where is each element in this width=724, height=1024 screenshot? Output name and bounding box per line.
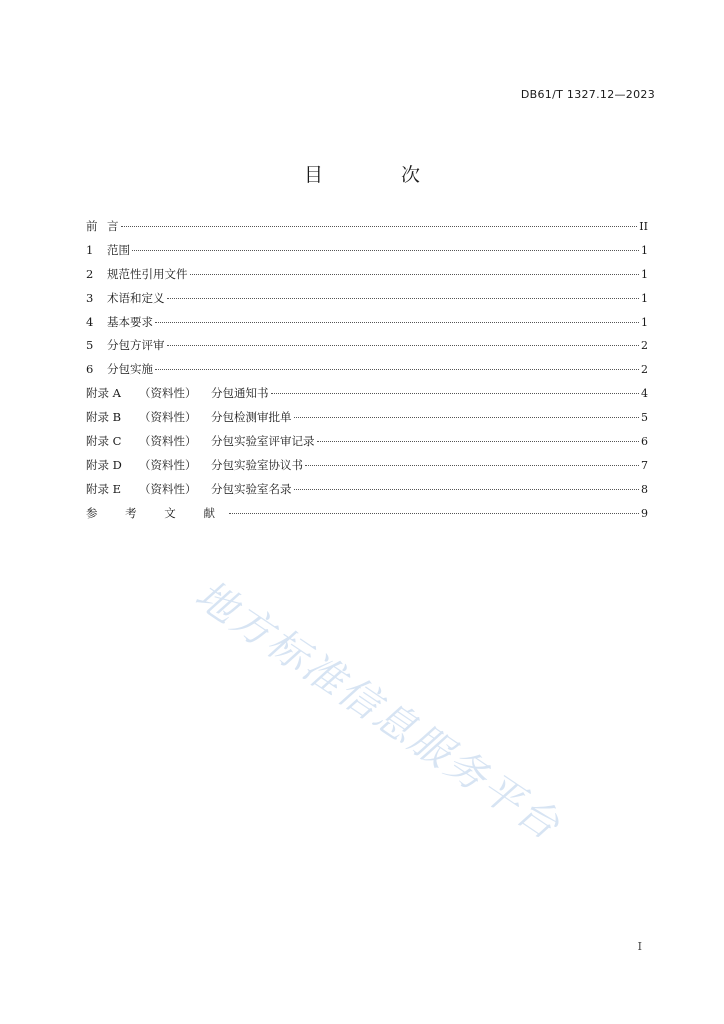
toc-entry-normative-references[interactable] bbox=[86, 266, 648, 290]
page-number: I bbox=[637, 940, 642, 953]
toc-label: 分包通知书 bbox=[211, 386, 269, 401]
toc-number: 前 bbox=[86, 219, 98, 233]
toc-label: 规范性引用文件 bbox=[107, 266, 188, 281]
watermark: 地方标准信息服务平台 bbox=[186, 571, 570, 851]
toc-page-number: 1 bbox=[641, 291, 648, 305]
toc-label: 言 bbox=[107, 219, 119, 233]
toc-page-number: 2 bbox=[641, 339, 648, 353]
appendix-nature: （资料性） bbox=[139, 457, 197, 472]
toc-entry-terms-definitions[interactable] bbox=[86, 290, 648, 314]
toc-page-number: 5 bbox=[641, 411, 648, 425]
dot-leader bbox=[167, 298, 640, 299]
appendix-id: 附录 A bbox=[86, 386, 121, 401]
toc-label: 分包方评审 bbox=[107, 338, 165, 353]
toc-number: 5 bbox=[86, 338, 94, 353]
toc-page-number: 4 bbox=[641, 387, 648, 401]
dot-leader bbox=[155, 322, 639, 323]
table-of-contents bbox=[86, 218, 648, 529]
dot-leader bbox=[155, 369, 639, 370]
toc-label: 分包实验室协议书 bbox=[211, 457, 303, 472]
dot-leader bbox=[271, 393, 640, 394]
toc-entry-appendix-d[interactable] bbox=[86, 457, 648, 481]
toc-entry-appendix-b[interactable] bbox=[86, 409, 648, 433]
toc-entry-appendix-c[interactable] bbox=[86, 433, 648, 457]
toc-page-number: 7 bbox=[641, 458, 648, 472]
toc-label: 分包检测审批单 bbox=[211, 410, 292, 425]
dot-leader bbox=[294, 417, 640, 418]
toc-page-number: II bbox=[639, 220, 648, 233]
toc-number: 4 bbox=[86, 314, 94, 329]
toc-number: 3 bbox=[86, 290, 94, 305]
dot-leader bbox=[305, 465, 639, 466]
dot-leader bbox=[229, 513, 639, 514]
dot-leader bbox=[121, 226, 638, 227]
toc-page-number: 2 bbox=[641, 363, 648, 377]
toc-entry-subcontract-implementation[interactable] bbox=[86, 361, 648, 385]
toc-label: 范围 bbox=[107, 242, 130, 257]
toc-entry-appendix-a[interactable] bbox=[86, 385, 648, 409]
toc-entry-scope[interactable] bbox=[86, 242, 648, 266]
toc-entry-subcontractor-review[interactable] bbox=[86, 337, 648, 361]
appendix-id: 附录 C bbox=[86, 434, 122, 449]
appendix-nature: （资料性） bbox=[139, 410, 197, 425]
toc-entry-appendix-e[interactable] bbox=[86, 481, 648, 505]
toc-page-number: 1 bbox=[641, 243, 648, 257]
dot-leader bbox=[317, 441, 640, 442]
toc-page-number: 8 bbox=[641, 482, 648, 496]
toc-label: 参 考 文 献 bbox=[86, 505, 227, 520]
appendix-nature: （资料性） bbox=[139, 481, 197, 496]
dot-leader bbox=[132, 250, 639, 251]
toc-page-number: 9 bbox=[641, 506, 648, 520]
toc-title: 目 次 bbox=[303, 164, 457, 186]
toc-number: 1 bbox=[86, 242, 94, 257]
appendix-id: 附录 E bbox=[86, 481, 122, 496]
dot-leader bbox=[167, 345, 640, 346]
toc-page-number: 6 bbox=[641, 435, 648, 449]
toc-number: 2 bbox=[86, 266, 94, 281]
toc-label: 基本要求 bbox=[107, 314, 153, 329]
toc-entry-basic-requirements[interactable] bbox=[86, 314, 648, 338]
toc-page-number: 1 bbox=[641, 267, 648, 281]
dot-leader bbox=[190, 274, 640, 275]
appendix-nature: （资料性） bbox=[139, 386, 197, 401]
toc-entry-foreword[interactable] bbox=[86, 218, 648, 242]
toc-label: 分包实验室评审记录 bbox=[211, 434, 315, 449]
document-code: DB61/T 1327.12—2023 bbox=[520, 88, 655, 101]
toc-number: 6 bbox=[86, 362, 94, 377]
toc-label: 分包实施 bbox=[107, 362, 153, 377]
toc-label: 分包实验室名录 bbox=[211, 481, 292, 496]
appendix-id: 附录 B bbox=[86, 410, 122, 425]
toc-entry-references[interactable] bbox=[86, 505, 648, 529]
appendix-id: 附录 D bbox=[86, 457, 122, 472]
toc-page-number: 1 bbox=[641, 315, 648, 329]
appendix-nature: （资料性） bbox=[139, 434, 197, 449]
dot-leader bbox=[294, 489, 640, 490]
toc-label: 术语和定义 bbox=[107, 290, 165, 305]
